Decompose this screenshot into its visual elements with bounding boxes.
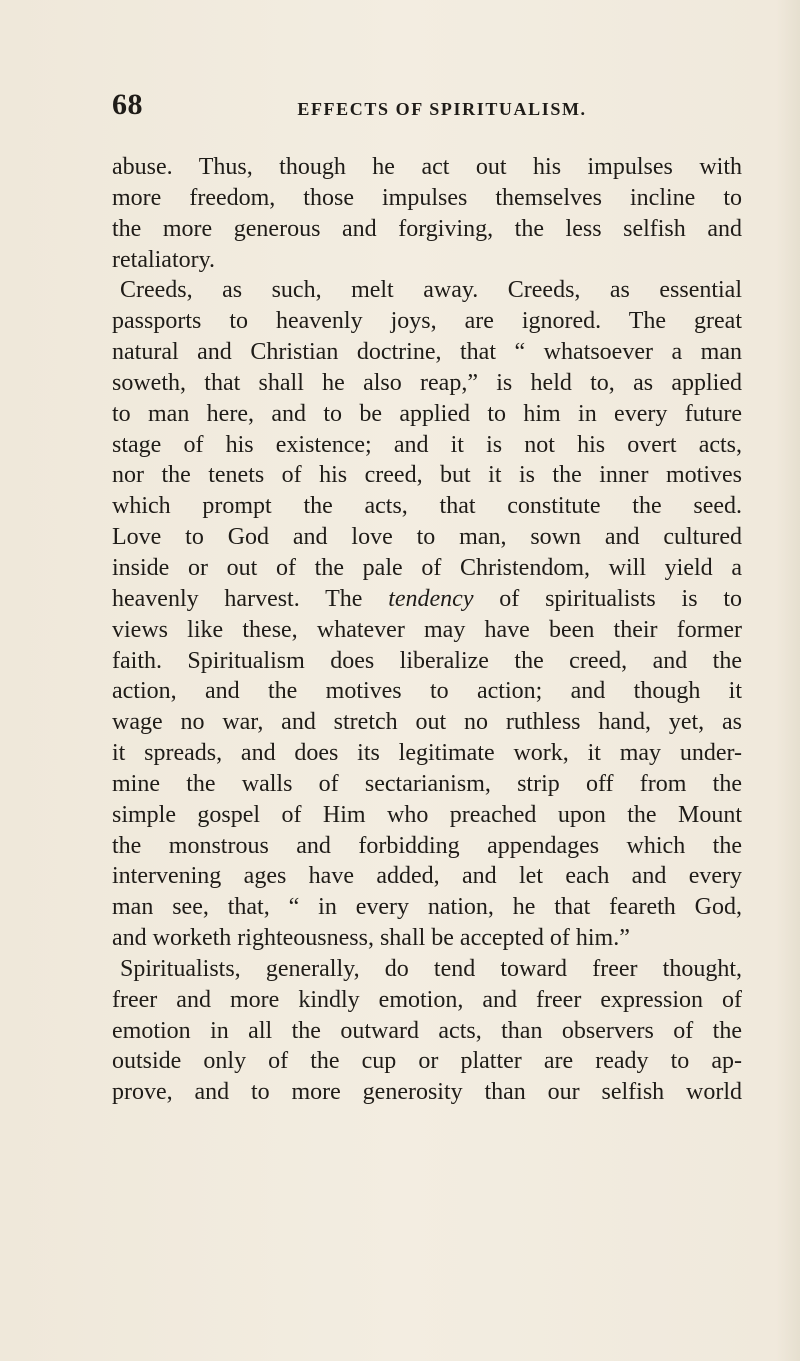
text-line: the more generous and forgiving, the less selfish and	[112, 215, 742, 242]
page-number: 68	[112, 88, 143, 121]
text-line: Love to God and love to man, sown and cultured	[112, 524, 742, 551]
text-run: of spiritualists is to	[473, 585, 743, 612]
text-line: it spreads, and does its legitimate work, it may under-	[112, 740, 742, 767]
text-line: passports to heavenly joys, are ignored. The great	[112, 308, 742, 335]
running-head: EFFECTS OF SPIRITUALISM.	[297, 99, 587, 119]
text-run: heavenly harvest. The	[112, 585, 389, 612]
text-line: action, and the motives to action; and though it	[112, 678, 742, 705]
text-line: views like these, whatever may have been their former	[112, 616, 742, 643]
text-line: Creeds, as such, melt away. Creeds, as essential	[120, 277, 742, 304]
text-line: prove, and to more generosity than our selfish world	[112, 1079, 742, 1106]
text-line: faith. Spiritualism does liberalize the creed, and the	[112, 647, 742, 674]
text-line: stage of his existence; and it is not his overt acts,	[112, 431, 742, 458]
italic-word: tendency	[388, 585, 474, 612]
text-line: simple gospel of Him who preached upon the Mount	[112, 801, 742, 828]
text-line: to man here, and to be applied to him in every future	[112, 400, 742, 427]
text-line: more freedom, those impulses themselves incline to	[112, 184, 742, 211]
text-line: intervening ages have added, and let each and every	[112, 863, 742, 890]
text-line: natural and Christian doctrine, that “ whatsoever a man	[112, 339, 742, 366]
page-header	[112, 90, 742, 130]
text-line: freer and more kindly emotion, and freer expression of	[112, 986, 742, 1013]
text-line: emotion in all the outward acts, than observers of the	[112, 1017, 742, 1044]
text-line: Spiritualists, generally, do tend toward freer thought,	[120, 955, 742, 982]
text-line: which prompt the acts, that constitute the seed.	[112, 493, 742, 520]
text-line: and worketh righteousness, shall be accepted of him.”	[112, 925, 630, 952]
text-line	[112, 584, 742, 615]
text-line: retaliatory.	[112, 246, 216, 273]
body-text	[112, 152, 742, 1108]
text-line: abuse. Thus, though he act out his impulses with	[112, 154, 742, 180]
text-line: inside or out of the pale of Christendom, will yield a	[112, 554, 742, 581]
text-line: man see, that, “ in every nation, he that feareth God,	[112, 894, 742, 921]
text-line: mine the walls of sectarianism, strip off from the	[112, 770, 742, 797]
text-line: soweth, that shall he also reap,” is held to, as applied	[112, 369, 742, 396]
text-line: nor the tenets of his creed, but it is the inner motives	[112, 462, 742, 489]
text-line: wage no war, and stretch out no ruthless hand, yet, as	[112, 709, 742, 736]
text-line: the monstrous and forbidding appendages which the	[112, 832, 742, 859]
text-line: outside only of the cup or platter are ready to ap-	[112, 1048, 742, 1075]
